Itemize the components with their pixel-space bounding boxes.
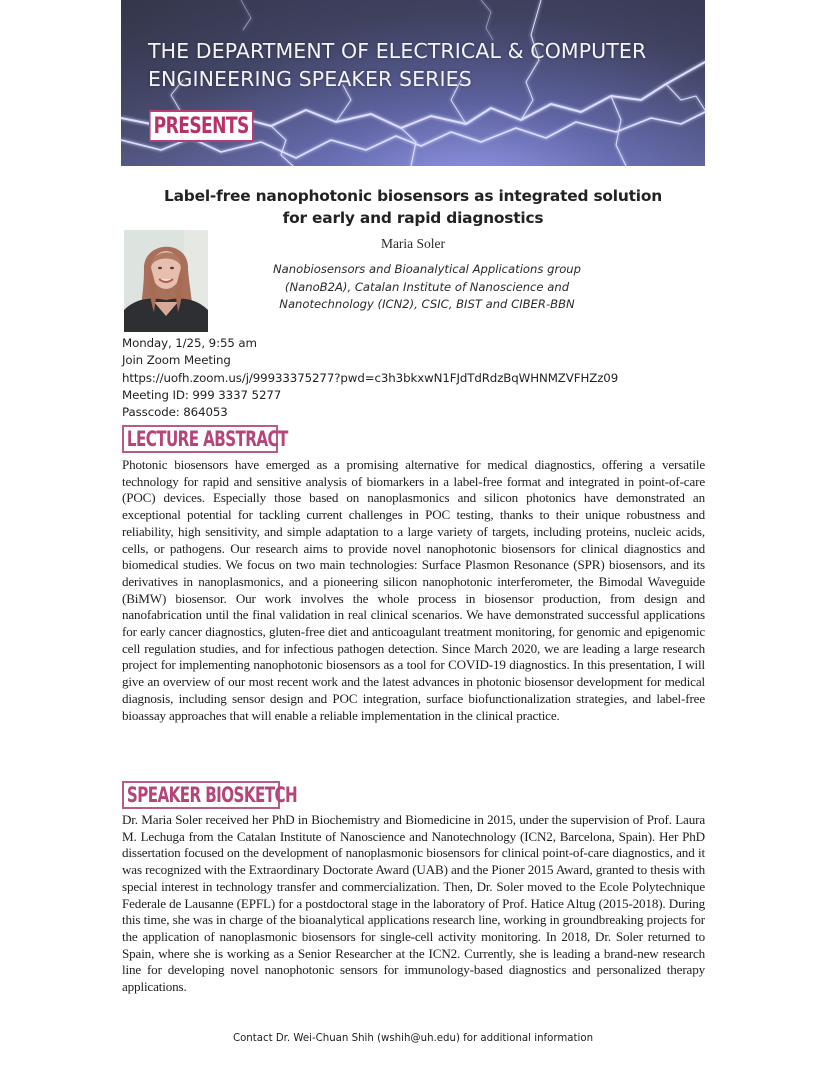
- join-zoom-label: Join Zoom Meeting: [122, 353, 231, 368]
- lecture-abstract-heading: [122, 425, 288, 453]
- banner-title-line-2: ENGINEERING SPEAKER SERIES: [148, 67, 472, 91]
- talk-title-line-2: for early and rapid diagnostics: [282, 209, 544, 227]
- contact-footer: Contact Dr. Wei-Chuan Shih (wshih@uh.edu) for additional information: [232, 1033, 594, 1044]
- meeting-passcode: Passcode: 864053: [122, 405, 228, 420]
- talk-title-line-1: Label-free nanophotonic biosensors as integrated solution: [164, 187, 662, 205]
- meeting-datetime: Monday, 1/25, 9:55 am: [122, 336, 257, 350]
- affiliation-line-3: Nanotechnology (ICN2), CSIC, BIST and CIBER-BBN: [279, 297, 575, 311]
- meeting-details: [122, 335, 618, 421]
- speaker-name: Maria Soler: [380, 236, 446, 251]
- affiliation-line-1: Nanobiosensors and Bioanalytical Applications group: [272, 262, 582, 276]
- speaker-biosketch-heading: [122, 781, 298, 809]
- lecture-abstract-text: Photonic biosensors have emerged as a promising alternative for medical diagnostics, offering a versatile technology for rapid and sensitive analysis of biomarkers in a label-free format and integrated in point-of-care (POC) devices. Especially those based on nanoplasmonics and silicon photonics have demonstrated an exceptional potential for tackling current challenges in POC testing, thanks to their unique robustness and reliability, high sensitivity, and simple adaptation to a large variety of targets, including proteins, nucleic acids, cells, or pathogens. Our research aims to provide novel nanophotonic biosensors for clinical diagnostics and biomedical studies. We focus on two main technologies: Surface Plasmon Resonance (SPR) biosensors, and its derivatives in nanoplasmonics, and a pioneering silicon nanophotonic interferometer, the Bimodal Waveguide (BiMW) biosensor. Our work involves the whole process in biosensor production, from design and nanofabrication until the final validation in real clinical scenarios. We have demonstrated successful applications for early cancer diagnostics, gluten-free diet and anticoagulant treatment monitoring, for genomic and epigenomic cell regulation studies, and for infectious pathogen detection. Since March 2020, we are leading a large research project for implementing nanophotonic biosensors as a tool for COVID-19 diagnostics. In this presentation, I will give an overview of our most recent work and the latest advances in photonic biosensor development for medical diagnosis, including sensor design and POC integration, surface biofunctionalization strategies, and label-free bioassay approaches that will enable a reliable implementation in the clinical practice.: [122, 457, 705, 723]
- speaker-biosketch-heading-text: SPEAKER BIOSKETCH: [126, 783, 298, 807]
- talk-title: [121, 185, 705, 229]
- zoom-meeting-link[interactable]: https://uofh.zoom.us/j/99933375277?pwd=c3h3bkxwN1FJdTdRdzBqWHNMZVFHZz09: [122, 370, 619, 385]
- speaker-biosketch-text: Dr. Maria Soler received her PhD in Biochemistry and Biomedicine in 2015, under the supervision of Prof. Laura M. Lechuga from the Catalan Institute of Nanoscience and Nanotechnology (ICN2, Barcelona, Spain). Her PhD dissertation focused on the development of nanoplasmonic biosensors for clinical point-of-care diagnostics, and it was recognized with the Extraordinary Doctorate Award (UAB) and the Pioner 2015 Award, granted to thesis with special interest in technology transfer and commercialization. Then, Dr. Soler moved to the Ecole Polytechnique Federale de Lausanne (EPFL) for a postdoctoral stage in the laboratory of Prof. Hatice Altug (2015-2018). During this time, she was in charge of the bioanalytical applications research line, working in groundbreaking projects for the application of nanoplasmonic biosensors for single-cell activity monitoring. In 2018, Dr. Soler returned to Spain, where she is working as a Senior Researcher at the ICN2. Currently, she is leading a brand-new research line for developing novel nanophotonic sensors for immunology-based diagnostics and personalized therapy applications.: [122, 812, 705, 995]
- presents-badge: PRESENTS: [149, 110, 253, 142]
- speaker-series-banner: [121, 0, 705, 166]
- meeting-id: Meeting ID: 999 3337 5277: [122, 387, 282, 402]
- speaker-affiliation: [262, 261, 592, 314]
- banner-title: [148, 37, 646, 93]
- lecture-abstract-heading-text: LECTURE ABSTRACT: [126, 427, 288, 451]
- affiliation-line-2: (NanoB2A), Catalan Institute of Nanoscience and: [284, 279, 570, 294]
- banner-title-line-1: THE DEPARTMENT OF ELECTRICAL & COMPUTER: [148, 39, 647, 63]
